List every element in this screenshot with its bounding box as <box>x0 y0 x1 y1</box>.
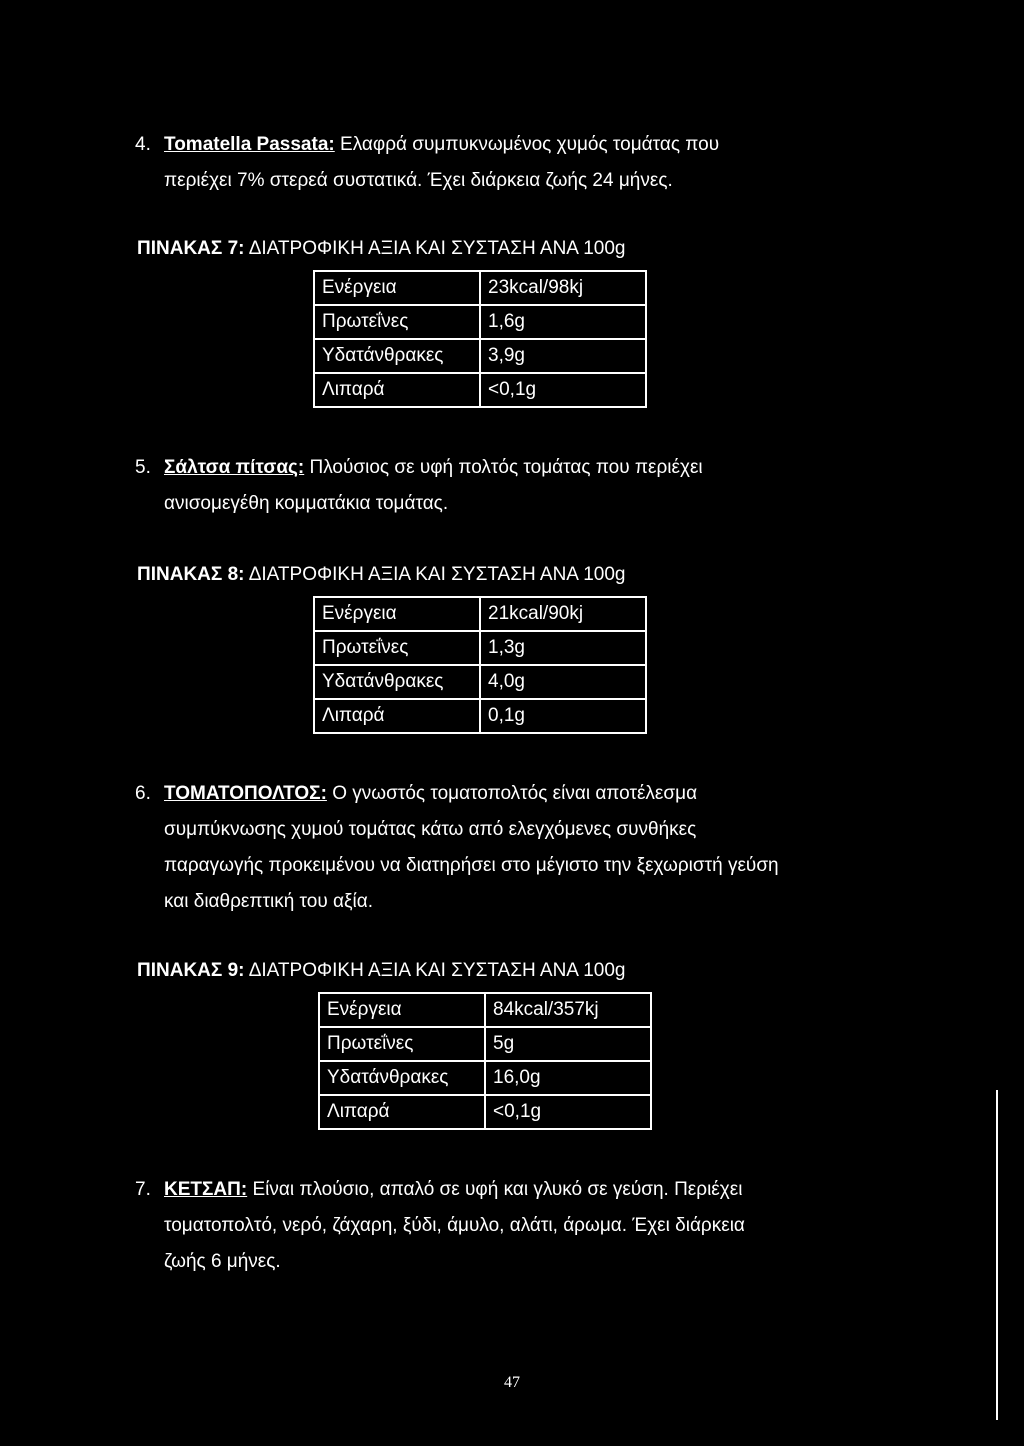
nutrient-label: Ενέργεια <box>319 993 485 1027</box>
table-row <box>314 271 646 305</box>
table-row <box>319 1095 651 1129</box>
table-caption <box>137 238 625 260</box>
nutrient-value: <0,1g <box>485 1095 651 1129</box>
section-text: Είναι πλούσιο, απαλό σε υφή και γλυκό σε γεύση. Περιέχει <box>252 1179 743 1200</box>
nutrient-value: 4,0g <box>480 665 646 699</box>
nutrient-value: 1,6g <box>480 305 646 339</box>
table-caption-number: ΠΙΝΑΚΑΣ 8: <box>137 564 245 585</box>
nutrient-value: 23kcal/98kj <box>480 271 646 305</box>
nutrient-label: Λιπαρά <box>314 699 480 733</box>
section-text: ζωής 6 μήνες. <box>164 1251 281 1272</box>
section-text: Ελαφρά συμπυκνωμένος χυμός τομάτας που <box>340 134 720 155</box>
nutrient-value: 84kcal/357kj <box>485 993 651 1027</box>
nutrient-value: 1,3g <box>480 631 646 665</box>
nutrient-label: Πρωτεΐνες <box>314 305 480 339</box>
section-7 <box>135 1172 847 1280</box>
nutrient-label: Πρωτεΐνες <box>319 1027 485 1061</box>
table-caption-text: ΔΙΑΤΡΟΦΙΚΗ ΑΞΙΑ ΚΑΙ ΣΥΣΤΑΣΗ ΑΝΑ 100g <box>248 960 626 981</box>
nutrient-label: Λιπαρά <box>319 1095 485 1129</box>
table-row <box>314 665 646 699</box>
section-text: ανισομεγέθη κομματάκια τομάτας. <box>164 493 449 514</box>
section-text: συμπύκνωσης χυμού τομάτας κάτω από ελεγχόμενες συνθήκες <box>164 819 697 840</box>
table-caption-number: ΠΙΝΑΚΑΣ 7: <box>137 238 245 259</box>
section-5 <box>135 450 847 522</box>
nutrient-value: 16,0g <box>485 1061 651 1095</box>
section-text: περιέχει 7% στερεά συστατικά. Έχει διάρκεια ζωής 24 μήνες. <box>164 170 673 191</box>
table-row <box>314 373 646 407</box>
table-caption-number: ΠΙΝΑΚΑΣ 9: <box>137 960 245 981</box>
table-caption <box>137 564 625 586</box>
nutrient-value: <0,1g <box>480 373 646 407</box>
section-number: 5. <box>135 457 151 478</box>
section-4 <box>135 127 847 199</box>
table-caption <box>137 960 625 982</box>
nutrient-value: 3,9g <box>480 339 646 373</box>
section-number: 7. <box>135 1179 151 1200</box>
nutrient-label: Ενέργεια <box>314 271 480 305</box>
nutrition-table <box>318 992 652 1130</box>
table-row <box>319 1027 651 1061</box>
nutrient-label: Ενέργεια <box>314 597 480 631</box>
nutrient-value: 21kcal/90kj <box>480 597 646 631</box>
table-row <box>314 305 646 339</box>
nutrition-table <box>313 596 647 734</box>
section-number: 6. <box>135 783 151 804</box>
table-row <box>314 699 646 733</box>
nutrient-label: Πρωτεΐνες <box>314 631 480 665</box>
table-row <box>314 339 646 373</box>
table-row <box>314 597 646 631</box>
table-caption-text: ΔΙΑΤΡΟΦΙΚΗ ΑΞΙΑ ΚΑΙ ΣΥΣΤΑΣΗ ΑΝΑ 100g <box>248 238 626 259</box>
section-lead: Tomatella Passata: <box>164 134 335 155</box>
table-row <box>314 631 646 665</box>
nutrition-table <box>313 270 647 408</box>
section-text: και διαθρεπτική του αξία. <box>164 891 374 912</box>
section-lead: ΤΟΜΑΤΟΠΟΛΤΟΣ: <box>164 783 327 804</box>
section-text: Ο γνωστός τοματοπολτός είναι αποτέλεσμα <box>332 783 698 804</box>
section-lead: ΚΕΤΣΑΠ: <box>164 1179 248 1200</box>
nutrient-label: Υδατάνθρακες <box>314 339 480 373</box>
section-text: Πλούσιος σε υφή πολτός τομάτας που περιέχει <box>309 457 703 478</box>
nutrient-label: Υδατάνθρακες <box>319 1061 485 1095</box>
section-lead: Σάλτσα πίτσας: <box>164 457 305 478</box>
table-caption-text: ΔΙΑΤΡΟΦΙΚΗ ΑΞΙΑ ΚΑΙ ΣΥΣΤΑΣΗ ΑΝΑ 100g <box>248 564 626 585</box>
section-text: τοματοπολτό, νερό, ζάχαρη, ξύδι, άμυλο, αλάτι, άρωμα. Έχει διάρκεια <box>164 1215 745 1236</box>
section-text: παραγωγής προκειμένου να διατηρήσει στο μέγιστο την ξεχωριστή γεύση <box>164 855 779 876</box>
nutrient-label: Λιπαρά <box>314 373 480 407</box>
nutrient-value: 5g <box>485 1027 651 1061</box>
section-number: 4. <box>135 134 151 155</box>
margin-rule <box>996 1090 998 1420</box>
table-row <box>319 993 651 1027</box>
section-6 <box>135 776 847 920</box>
nutrient-value: 0,1g <box>480 699 646 733</box>
table-row <box>319 1061 651 1095</box>
page-number: 47 <box>504 1374 520 1391</box>
nutrient-label: Υδατάνθρακες <box>314 665 480 699</box>
